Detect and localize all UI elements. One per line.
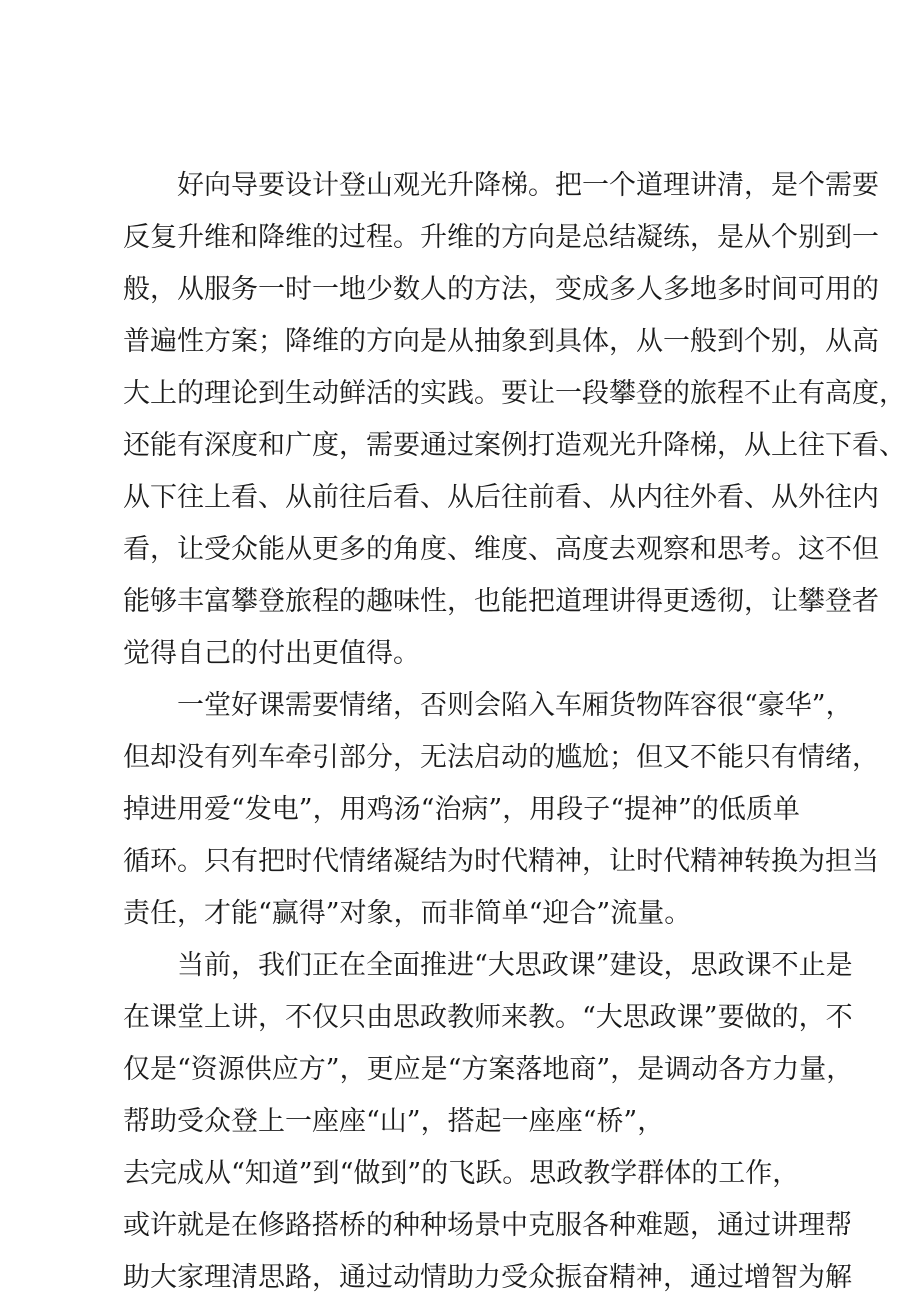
text-line: 在课堂上讲，不仅只由思政教师来教。“大思政课”要做的，不	[123, 1002, 853, 1033]
text-line: 责任，才能“赢得”对象，而非简单“迎合”流量。	[123, 898, 692, 929]
text-line: 好向导要设计登山观光升降梯。把一个道理讲清，是个需要	[177, 170, 879, 201]
text-line: 从下往上看、从前往后看、从后往前看、从内往外看、从外往内	[123, 482, 879, 513]
text-line: 仅是“资源供应方”，更应是“方案落地商”，是调动各方力量，	[123, 1054, 854, 1085]
text-line: 反复升维和降维的过程。升维的方向是总结凝练，是从个别到一	[123, 222, 879, 253]
text-line: 帮助受众登上一座座“山”，搭起一座座“桥”，	[123, 1106, 665, 1137]
text-line: 看，让受众能从更多的角度、维度、高度去观察和思考。这不但	[123, 534, 879, 565]
text-line: 或许就是在修路搭桥的种种场景中克服各种难题，通过讲理帮	[123, 1210, 852, 1241]
text-line: 但却没有列车牵引部分，无法启动的尴尬；但又不能只有情绪，	[123, 742, 879, 773]
text-line: 能够丰富攀登旅程的趣味性，也能把道理讲得更透彻，让攀登者	[123, 586, 879, 617]
text-line: 掉进用爱“发电”，用鸡汤“治病”，用段子“提神”的低质单	[123, 794, 800, 825]
text-line: 当前，我们正在全面推进“大思政课”建设，思政课不止是	[177, 950, 853, 981]
paragraph-1	[123, 160, 906, 680]
text-line: 普遍性方案；降维的方向是从抽象到具体，从一般到个别，从高	[123, 326, 879, 357]
text-line: 一堂好课需要情绪，否则会陷入车厢货物阵容很“豪华”，	[177, 690, 853, 721]
article-body	[123, 160, 906, 1304]
text-line: 还能有深度和广度，需要通过案例打造观光升降梯，从上往下看、	[123, 430, 906, 461]
paragraph-3	[123, 940, 854, 1304]
text-line: 循环。只有把时代情绪凝结为时代精神，让时代精神转换为担当	[123, 846, 879, 877]
text-line: 大上的理论到生动鲜活的实践。要让一段攀登的旅程不止有高度，	[123, 378, 906, 409]
text-line: 去完成从“知道”到“做到”的飞跃。思政教学群体的工作，	[123, 1158, 800, 1189]
paragraph-2	[123, 680, 879, 940]
text-line: 觉得自己的付出更值得。	[123, 638, 420, 669]
text-line: 助大家理清思路，通过动情助力受众振奋精神，通过增智为解	[123, 1262, 852, 1293]
text-line: 般，从服务一时一地少数人的方法，变成多人多地多时间可用的	[123, 274, 879, 305]
